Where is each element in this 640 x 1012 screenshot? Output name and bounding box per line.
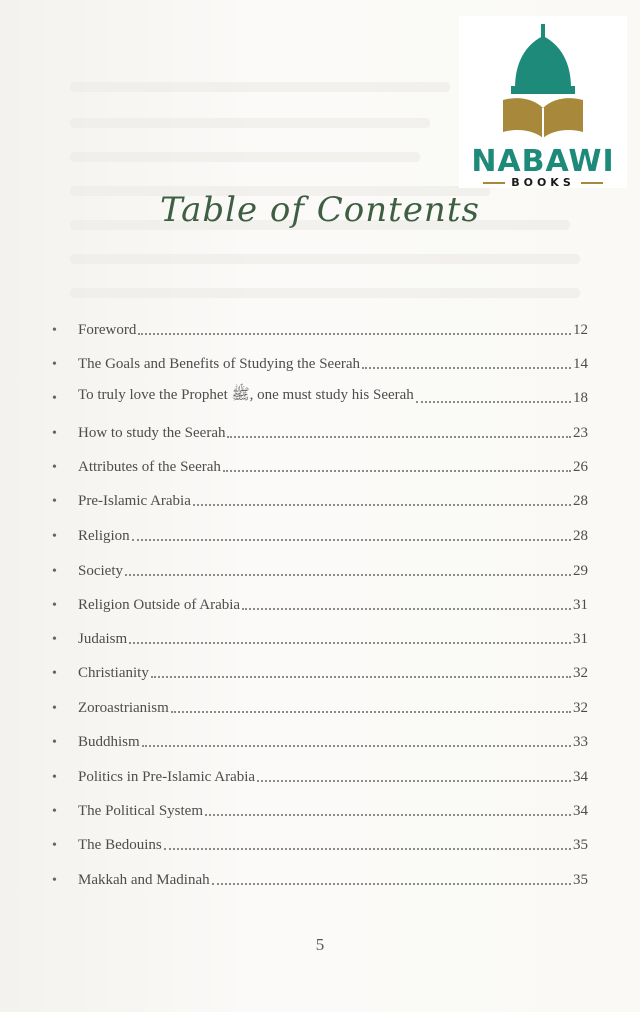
toc-entry-title: Judaism [78,631,128,647]
toc-entry-title: Makkah and Madinah [78,872,210,888]
bullet: • [52,701,57,716]
toc-entry[interactable] [52,695,588,717]
toc-entry[interactable] [52,660,588,682]
dot-leader [227,436,571,438]
dot-leader [212,883,571,885]
bleed-through-line [70,254,580,264]
bleed-through-line [70,288,580,298]
dot-leader [416,401,571,403]
bullet: • [52,873,57,888]
bullet: • [52,838,57,853]
bullet: • [52,666,57,681]
bullet: • [52,632,57,647]
toc-entry-title: Attributes of the Seerah [78,459,221,475]
toc-entry-title: Christianity [78,665,149,681]
bleed-through-line [70,152,420,162]
toc-entry[interactable] [52,420,588,442]
toc-entry-title: To truly love the Prophet ﷺ, one must study his Seerah [78,387,414,403]
bullet: • [52,804,57,819]
bullet: • [52,357,57,372]
bleed-through-line [70,118,430,128]
toc-entry-page: 35 [573,872,588,888]
dot-leader [205,814,571,816]
toc-entry-title: Pre-Islamic Arabia [78,493,191,509]
toc-entry-title: The Goals and Benefits of Studying the Seerah [78,356,361,372]
dot-leader [129,642,571,644]
toc-entry[interactable] [52,729,588,751]
toc-entry[interactable] [52,798,588,820]
dot-leader [164,848,571,850]
bullet: • [52,735,57,750]
toc-entry-title: Society [78,563,123,579]
toc-entry-page: 32 [573,665,588,681]
toc-entry-page: 28 [573,528,588,544]
toc-entry[interactable] [52,558,588,580]
page-title: Table of Contents [160,190,480,230]
dot-leader [142,745,571,747]
dot-leader [362,367,571,369]
toc-entry[interactable] [52,454,588,476]
toc-entry[interactable] [52,626,588,648]
toc-entry-page: 35 [573,837,588,853]
toc-entry-page: 18 [573,390,588,406]
toc-entry-page: 34 [573,803,588,819]
bullet: • [52,323,57,338]
dot-leader [171,711,571,713]
dot-leader [242,608,571,610]
toc-entry-title: The Bedouins [78,837,162,853]
toc-entry-title: Religion [78,528,130,544]
toc-entry-page: 31 [573,597,588,613]
toc-entry[interactable] [52,764,588,786]
toc-entry-title: The Political System [78,803,203,819]
bullet: • [52,494,57,509]
toc-entry-page: 23 [573,425,588,441]
toc-entry-page: 28 [573,493,588,509]
toc-entry[interactable] [52,488,588,510]
toc-entry-page: 34 [573,769,588,785]
toc-entry-page: 14 [573,356,588,372]
toc-entry-page: 31 [573,631,588,647]
toc-entry-title: Buddhism [78,734,140,750]
bullet: • [52,529,57,544]
logo-name: NABAWI [471,144,615,179]
toc-entry-page: 29 [573,563,588,579]
toc-entry[interactable] [52,592,588,614]
toc-entry[interactable] [52,385,588,407]
dot-leader [223,470,571,472]
toc-entry[interactable] [52,832,588,854]
page-number: 5 [315,935,325,954]
toc-entry-page: 12 [573,322,588,338]
bullet: • [52,426,57,441]
toc-entry[interactable] [52,523,588,545]
dot-leader [193,504,571,506]
bullet: • [52,391,57,406]
toc-entry-title: Religion Outside of Arabia [78,597,241,613]
dot-leader [125,574,571,576]
dot-leader [257,780,571,782]
toc-entry-page: 26 [573,459,588,475]
toc-entry-title: Foreword [78,322,137,338]
publisher-logo [459,16,627,188]
bleed-through-line [70,82,450,92]
toc-entry[interactable] [52,351,588,373]
toc-entry-page: 32 [573,700,588,716]
toc-entry-title: Zoroastrianism [78,700,169,716]
bullet: • [52,460,57,475]
toc-entry-title: Politics in Pre-Islamic Arabia [78,769,256,785]
toc-entry[interactable] [52,867,588,889]
bullet: • [52,564,57,579]
bullet: • [52,770,57,785]
toc-entry[interactable] [52,317,588,339]
dot-leader [138,333,571,335]
toc-entry-title: How to study the Seerah [78,425,226,441]
dot-leader [132,539,571,541]
bullet: • [52,598,57,613]
logo-subtitle: BOOKS [459,176,627,189]
dome-book-icon [501,22,585,142]
toc-entry-page: 33 [573,734,588,750]
dot-leader [151,676,571,678]
